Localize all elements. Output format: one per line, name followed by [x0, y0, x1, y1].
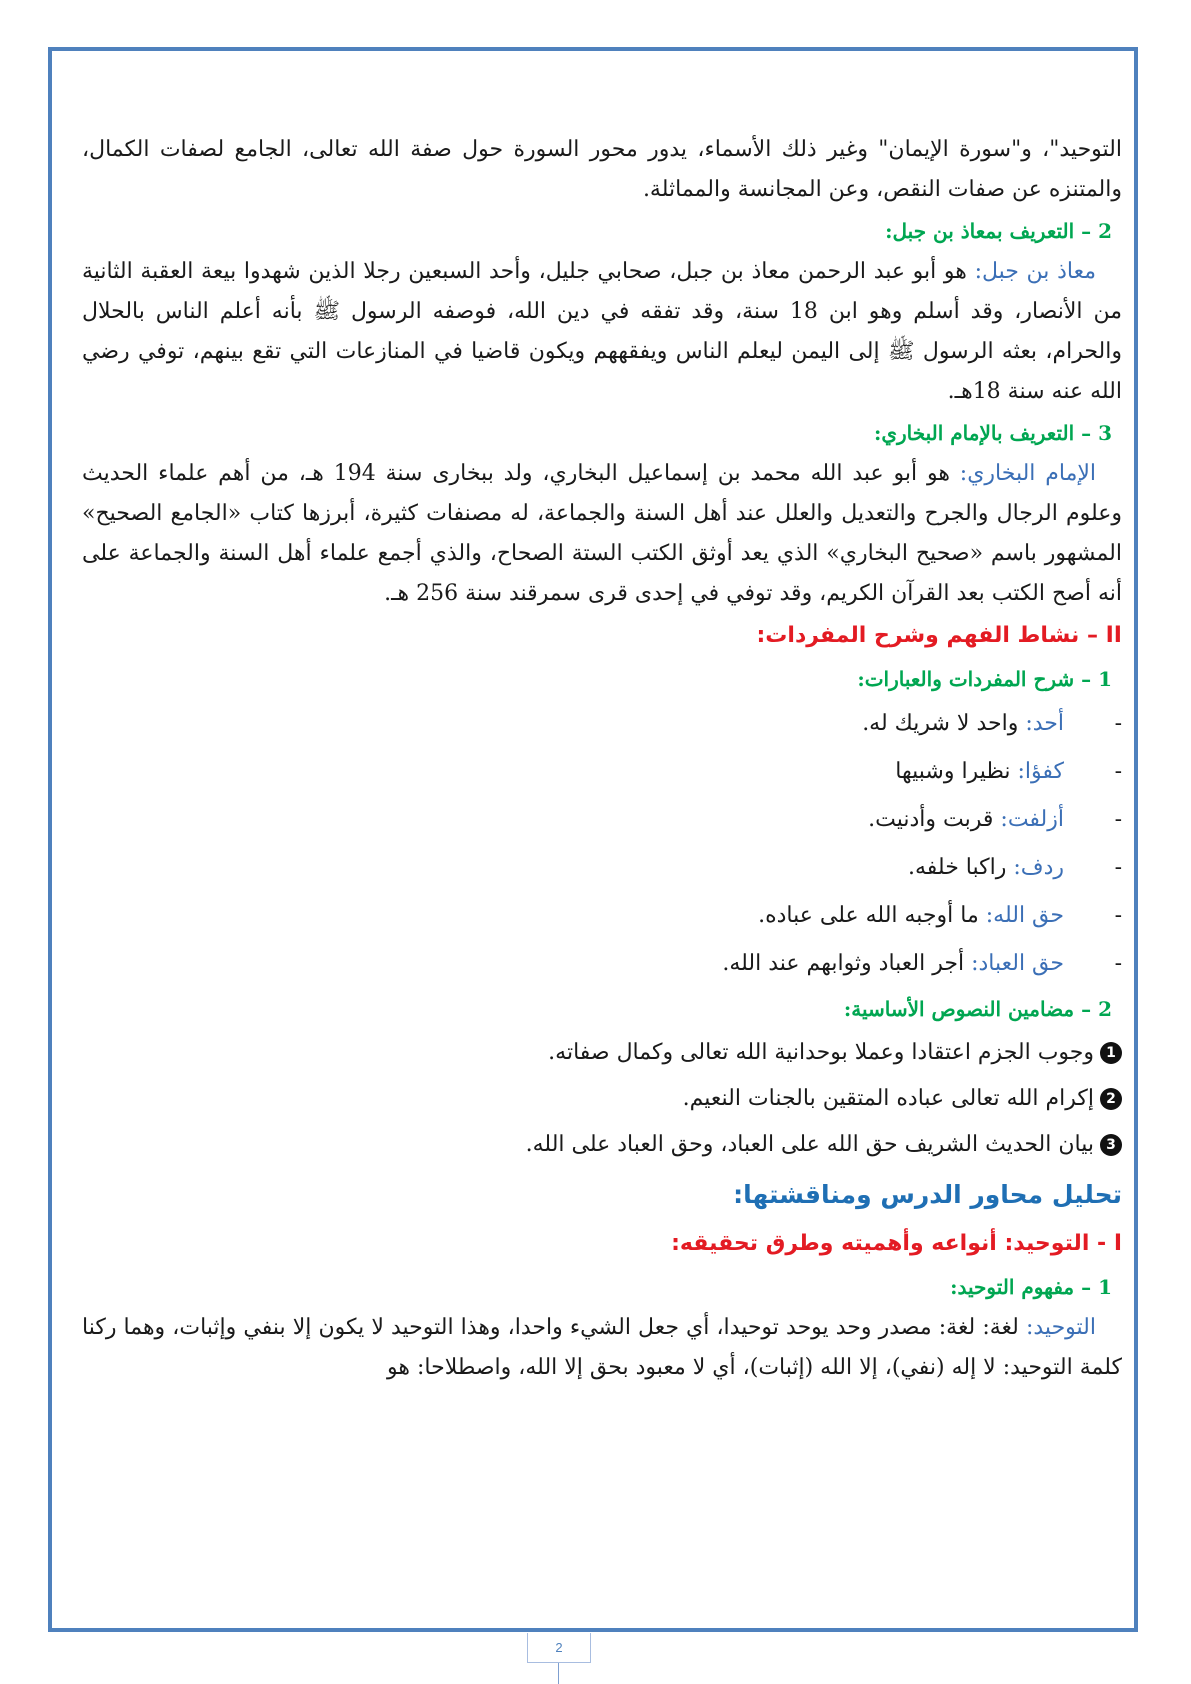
- vocab-item: [82, 844, 1122, 892]
- vocab-def: قربت وأدنيت.: [868, 807, 1001, 832]
- tawhid-heading: I - التوحيد: أنواعه وأهميته وطرق تحقيقه:: [671, 1231, 1122, 1256]
- page-content: [82, 130, 1122, 1388]
- dash-bullet: -: [1114, 807, 1122, 832]
- contents-item: [82, 1122, 1122, 1168]
- contents-heading: 2 – مضامين النصوص الأساسية:: [843, 997, 1112, 1021]
- dash-bullet: -: [1114, 711, 1122, 736]
- number-bullet-icon: 1: [1100, 1042, 1122, 1064]
- vocab-term: أزلفت:: [1000, 807, 1064, 832]
- vocab-term: كفؤا:: [1017, 759, 1064, 784]
- muadh-heading: 2 – التعريف بمعاذ بن جبل:: [885, 219, 1112, 243]
- bukhari-paragraph: [82, 454, 1122, 614]
- dash-bullet: -: [1114, 759, 1122, 784]
- tawhid-paragraph: [82, 1308, 1122, 1388]
- vocab-list: [82, 700, 1122, 988]
- bukhari-text: هو أبو عبد الله محمد بن إسماعيل البخاري، ولد ببخارى سنة 194 هـ، من أهم علماء الحديث وعلوم الرجال والجرح والتعديل والعلل عند أهل السنة والجماعة، له مصنفات كثيرة، أبرزها كتاب «الجامع الصحيح» المشهور باسم «صحيح البخاري» الذي يعد أوثق الكتب الستة الصحاح، والذي أجمع علماء أهل السنة والجماعة على أنه أصح الكتب بعد القرآن الكريم، وقد توفي في إحدى قرى سمرقند سنة 256 هـ.: [82, 461, 1122, 606]
- page-number: 2: [527, 1633, 591, 1663]
- contents-item: [82, 1030, 1122, 1076]
- muadh-text: هو أبو عبد الرحمن معاذ بن جبل، صحابي جليل، وأحد السبعين رجلا الذين شهدوا بيعة العقبة الثانية من الأنصار، وقد أسلم وهو ابن 18 سنة، وقد تفقه في دين الله، فوصفه الرسول ﷺ بأنه أعلم الناس بالحلال والحرام، بعثه الرسول ﷺ إلى اليمن ليعلم الناس ويفقههم ويكون قاضيا في المنازعات التي تقع بينهم، توفي رضي الله عنه سنة 18هـ.: [82, 259, 1122, 404]
- tawhid-term: التوحيد:: [1025, 1315, 1096, 1340]
- page-number-tick: [558, 1663, 559, 1684]
- section2-heading: II – نشاط الفهم وشرح المفردات:: [756, 623, 1122, 648]
- bukhari-heading: 3 – التعريف بالإمام البخاري:: [873, 421, 1112, 445]
- vocab-def: واحد لا شريك له.: [862, 711, 1026, 736]
- vocab-def: ما أوجبه الله على عباده.: [758, 903, 986, 928]
- contents-text: وجوب الجزم اعتقادا وعملا بوحدانية الله تعالى وكمال صفاته.: [548, 1040, 1094, 1065]
- vocab-item: [82, 796, 1122, 844]
- dash-bullet: -: [1114, 951, 1122, 976]
- contents-text: بيان الحديث الشريف حق الله على العباد، وحق العباد على الله.: [525, 1132, 1094, 1157]
- dash-bullet: -: [1114, 855, 1122, 880]
- vocab-item: [82, 748, 1122, 796]
- number-bullet-icon: 2: [1100, 1088, 1122, 1110]
- vocab-item: [82, 940, 1122, 988]
- contents-list: [82, 1030, 1122, 1168]
- dash-bullet: -: [1114, 903, 1122, 928]
- vocab-def: راكبا خلفه.: [908, 855, 1014, 880]
- contents-text: إكرام الله تعالى عباده المتقين بالجنات النعيم.: [682, 1086, 1094, 1111]
- vocab-item: [82, 700, 1122, 748]
- contents-item: [82, 1076, 1122, 1122]
- vocab-def: أجر العباد وثوابهم عند الله.: [722, 951, 972, 976]
- number-bullet-icon: 3: [1100, 1134, 1122, 1156]
- vocab-term: حق العباد:: [971, 951, 1064, 976]
- vocab-term: ردف:: [1013, 855, 1064, 880]
- intro-paragraph: التوحيد"، و"سورة الإيمان" وغير ذلك الأسماء، يدور محور السورة حول صفة الله تعالى، الجامع لصفات الكمال، والمتنزه عن صفات النقص، وعن المجانسة والمماثلة.: [82, 137, 1122, 202]
- vocab-heading: 1 – شرح المفردات والعبارات:: [857, 667, 1112, 691]
- analysis-heading: تحليل محاور الدرس ومناقشتها:: [733, 1180, 1122, 1209]
- tawhid-concept-heading: 1 – مفهوم التوحيد:: [950, 1275, 1112, 1299]
- tawhid-text: لغة: لغة: مصدر وحد يوحد توحيدا، أي جعل الشيء واحدا، وهذا التوحيد لا يكون إلا بنفي وإثبات، وهما ركنا كلمة التوحيد: لا إله (نفي)، إلا الله (إثبات)، أي لا معبود بحق إلا الله، واصطلاحا: هو: [82, 1315, 1122, 1380]
- vocab-term: أحد:: [1025, 711, 1064, 736]
- vocab-def: نظيرا وشبيها: [895, 759, 1018, 784]
- vocab-term: حق الله:: [985, 903, 1064, 928]
- muadh-paragraph: [82, 252, 1122, 412]
- vocab-item: [82, 892, 1122, 940]
- muadh-term: معاذ بن جبل:: [974, 259, 1096, 284]
- bukhari-term: الإمام البخاري:: [959, 461, 1097, 486]
